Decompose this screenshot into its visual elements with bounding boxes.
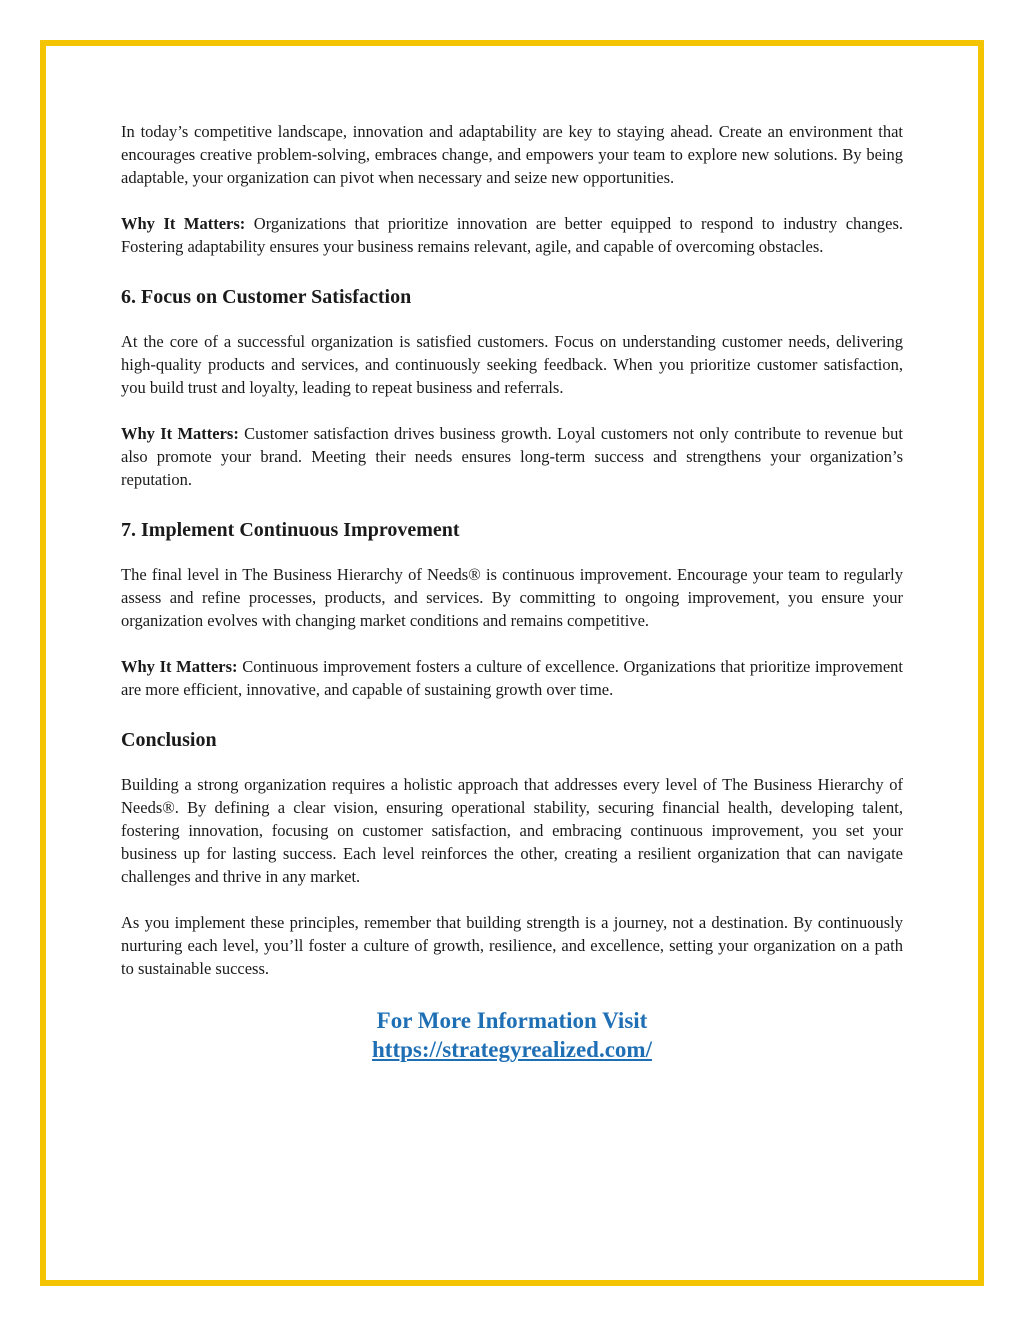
section-6-paragraph: At the core of a successful organization is satisfied customers. Focus on understanding customer needs, delivering high-quality products and services, and continuously seeking feedback. When you prioritize customer satisfaction, you build trust and loyalty, leading to repeat business and referrals.	[121, 332, 903, 397]
conclusion-paragraph-2: As you implement these principles, remember that building strength is a journey, not a destination. By continuously nurturing each level, you’ll foster a culture of growth, resilience, and excellence, setting your organization on a path to sustainable success.	[121, 913, 903, 978]
why-it-matters-text: Customer satisfaction drives business growth. Loyal customers not only contribute to revenue but also promote your brand. Meeting their needs ensures long-term success and strengthens your organization’s reputation.	[121, 424, 903, 489]
section-7-paragraph: The final level in The Business Hierarchy of Needs® is continuous improvement. Encourage your team to regularly assess and refine processes, products, and services. By committing to ongoing improvement, you ensure your organization evolves with changing market conditions and remains competitive.	[121, 565, 903, 630]
more-info-label: For More Information Visit	[376, 1008, 648, 1033]
document-body	[121, 120, 903, 1064]
section-7-heading: 7. Implement Continuous Improvement	[121, 519, 460, 541]
conclusion-paragraph-1: Building a strong organization requires a holistic approach that addresses every level of The Business Hierarchy of Needs®. By defining a clear vision, ensuring operational stability, securing financial health, developing talent, fostering innovation, focusing on customer satisfaction, and embracing continuous improvement, you set your business up for lasting success. Each level reinforces the other, creating a resilient organization that can navigate challenges and thrive in any market.	[121, 775, 903, 886]
why-it-matters-label: Why It Matters:	[121, 214, 246, 233]
intro-why-it-matters	[121, 212, 903, 258]
section-7-why-it-matters	[121, 655, 903, 701]
why-it-matters-text: Continuous improvement fosters a culture of excellence. Organizations that prioritize improvement are more efficient, innovative, and capable of sustaining growth over time.	[121, 657, 903, 699]
more-info-footer	[121, 1006, 903, 1064]
conclusion-heading: Conclusion	[121, 729, 217, 751]
section-6-heading: 6. Focus on Customer Satisfaction	[121, 286, 412, 308]
why-it-matters-label: Why It Matters:	[121, 657, 238, 676]
website-link[interactable]: https://strategyrealized.com/	[372, 1037, 652, 1062]
section-6-why-it-matters	[121, 422, 903, 491]
why-it-matters-label: Why It Matters:	[121, 424, 239, 443]
intro-paragraph: In today’s competitive landscape, innovation and adaptability are key to staying ahead. Create an environment that encourages creative problem-solving, embraces change, and empowers your team to explore new solutions. By being adaptable, your organization can pivot when necessary and seize new opportunities.	[121, 122, 903, 187]
why-it-matters-text: Organizations that prioritize innovation are better equipped to respond to industry changes. Fostering adaptability ensures your business remains relevant, agile, and capable of overcoming obstacles.	[121, 214, 903, 256]
